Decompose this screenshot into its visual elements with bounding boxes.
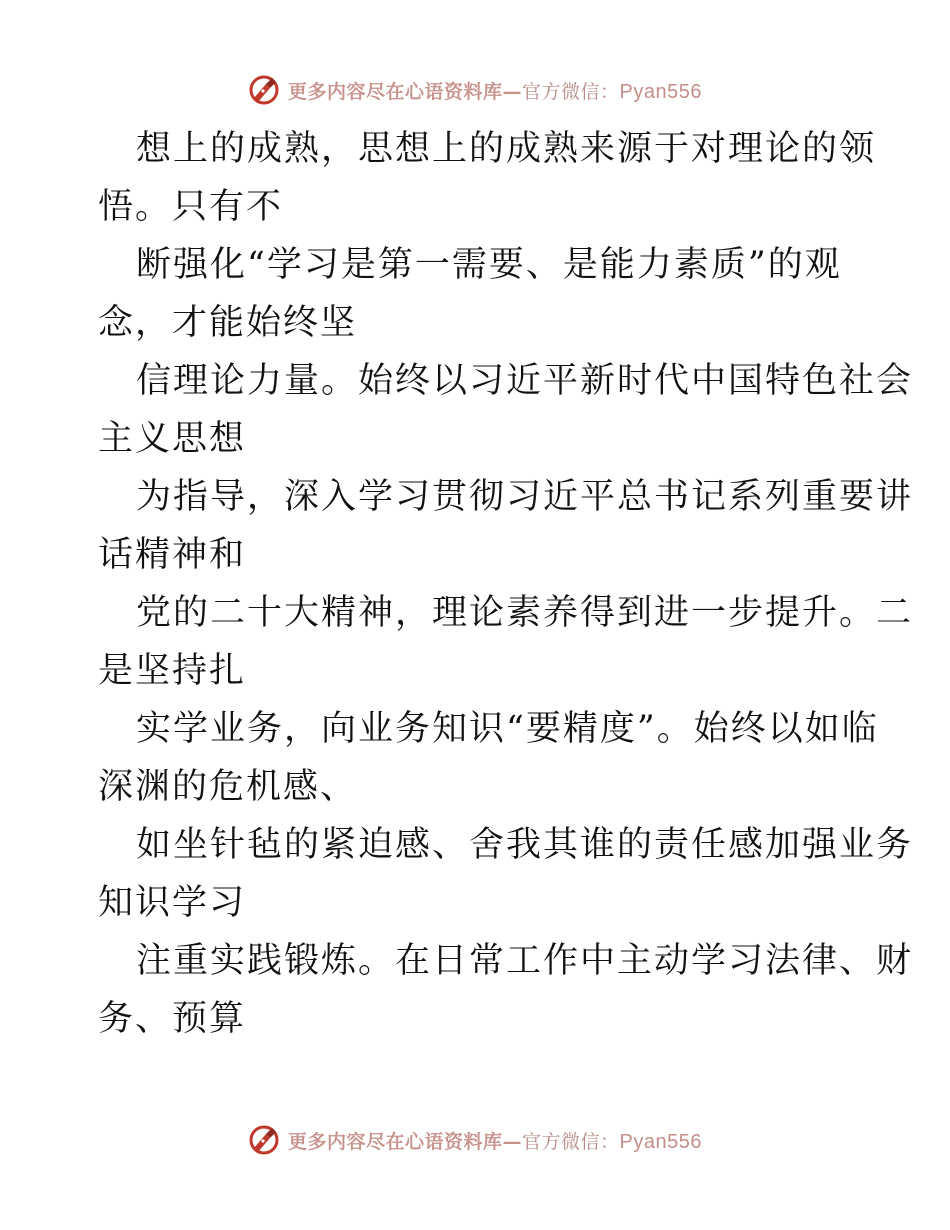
body-line-2: 悟。只有不: [98, 187, 284, 227]
footer-banner-slogan: 更多内容尽在心语资料库—: [288, 1130, 523, 1153]
body-line-5: 信理论力量。始终以习近平新时代中国特色社会: [136, 361, 914, 401]
footer-banner: [0, 1118, 950, 1162]
header-banner-wechat-label: 官方微信：: [522, 80, 620, 103]
body-line-4: 念，才能始终坚: [98, 303, 358, 343]
document-body: [98, 120, 914, 1048]
pen-nib-logo-icon: [248, 1124, 280, 1156]
body-line-10: 是坚持扎: [98, 651, 247, 691]
body-line-11: 实学业务，向业务知识“要精度”。始终以如临: [136, 709, 879, 749]
body-line-7: 为指导，深入学习贯彻习近平总书记系列重要讲: [136, 477, 914, 517]
header-banner-slogan: 更多内容尽在心语资料库—: [288, 80, 523, 103]
body-line-3: 断强化“学习是第一需要、是能力素质”的观: [136, 245, 842, 285]
body-line-14: 知识学习: [98, 883, 247, 923]
body-line-8: 话精神和: [98, 535, 247, 575]
body-line-15: 注重实践锻炼。在日常工作中主动学习法律、财: [136, 941, 914, 981]
header-banner: [0, 68, 950, 112]
footer-banner-text: [288, 1127, 702, 1154]
body-line-1: 想上的成熟，思想上的成熟来源于对理论的领: [136, 129, 877, 169]
header-banner-text: [288, 77, 702, 104]
footer-banner-handle: Pyan556: [619, 1130, 702, 1153]
footer-banner-wechat-label: 官方微信：: [522, 1130, 620, 1153]
body-line-13: 如坐针毡的紧迫感、舍我其谁的责任感加强业务: [136, 825, 914, 865]
body-line-16: 务、预算: [98, 999, 247, 1039]
pen-nib-logo-icon: [248, 74, 280, 106]
body-line-12: 深渊的危机感、: [98, 767, 358, 807]
body-line-6: 主义思想: [98, 419, 247, 459]
body-line-9: 党的二十大精神，理论素养得到进一步提升。二: [136, 593, 914, 633]
header-banner-handle: Pyan556: [619, 80, 702, 103]
